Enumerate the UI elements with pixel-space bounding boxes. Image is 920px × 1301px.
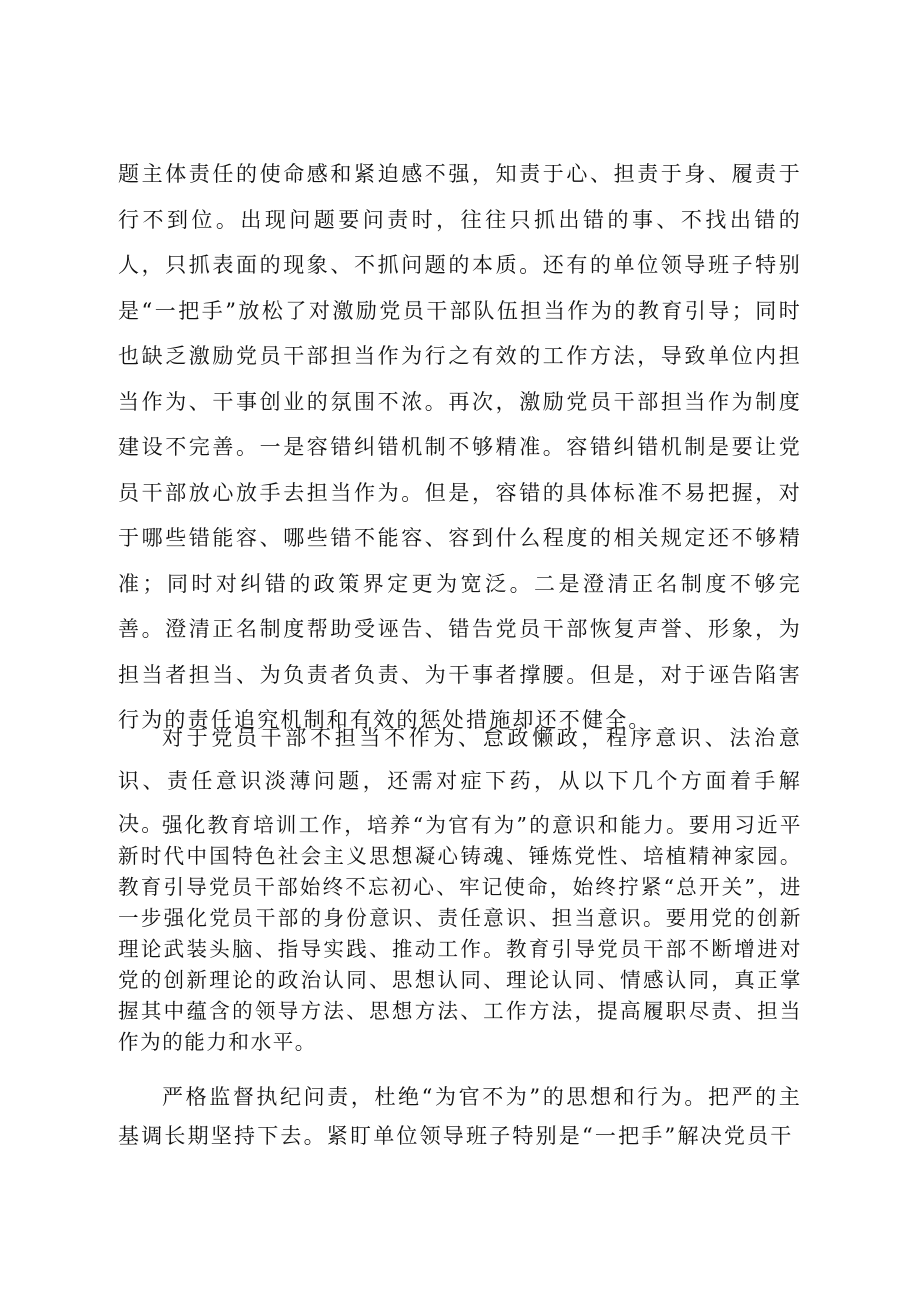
paragraph-responsibility-issues: 题主体责任的使命感和紧迫感不强，知责于心、担责于身、履责于行不到位。出现问题要问责时，往往只抓出错的事、不找出错的人，只抓表面的现象、不抓问题的本质。还有的单位领导班子特别是“一把手”放松了对激励党员干部队伍担当作为的教育引导；同时也缺乏激励党员干部担当作为行之有效的工作方法，导致单位内担当作为、干事创业的氛围不浓。再次，激励党员干部担当作为制度建设不完善。一是容错纠错机制不够精准。容错纠错机制是要让党员干部放心放手去担当作为。但是，容错的具体标准不易把握，对于哪些错能容、哪些错不能容、容到什么程度的相关规定还不够精准；同时对纠错的政策界定更为宽泛。二是澄清正名制度不够完善。澄清正名制度帮助受诬告、错告党员干部恢复声誉、形象，为担当者担当、为负责者负责、为干事者撑腰。但是，对于诬告陷害行为的责任追究机制和有效的惩处措施却还不健全。 [118,162,802,732]
paragraph-education-training: 强化教育培训工作，培养“为官有为”的意识和能力。要用习近平新时代中国特色社会主义思想凝心铸魂、锤炼党性、培植精神家园。教育引导党员干部始终不忘初心、牢记使命，始终拧紧“总开关”，进一步强化党员干部的身份意识、责任意识、担当意识。要用党的创新理论武装头脑、指导实践、推动工作。教育引导党员干部不断增进对党的创新理论的政治认同、思想认同、理论认同、情感认同，真正掌握其中蕴含的领导方法、思想方法、工作方法，提高履职尽责、担当作为的能力和水平。 [118,813,802,1054]
paragraph-solution-intro: 对于党员干部不担当不作为、怠政懒政，程序意识、法治意识、责任意识淡薄问题，还需对症下药，从以下几个方面着手解决。 [118,726,802,836]
paragraph-supervision-discipline: 严格监督执纪问责，杜绝“为官不为”的思想和行为。把严的主基调长期坚持下去。紧盯单位领导班子特别是“一把手”解决党员干 [118,1085,802,1148]
